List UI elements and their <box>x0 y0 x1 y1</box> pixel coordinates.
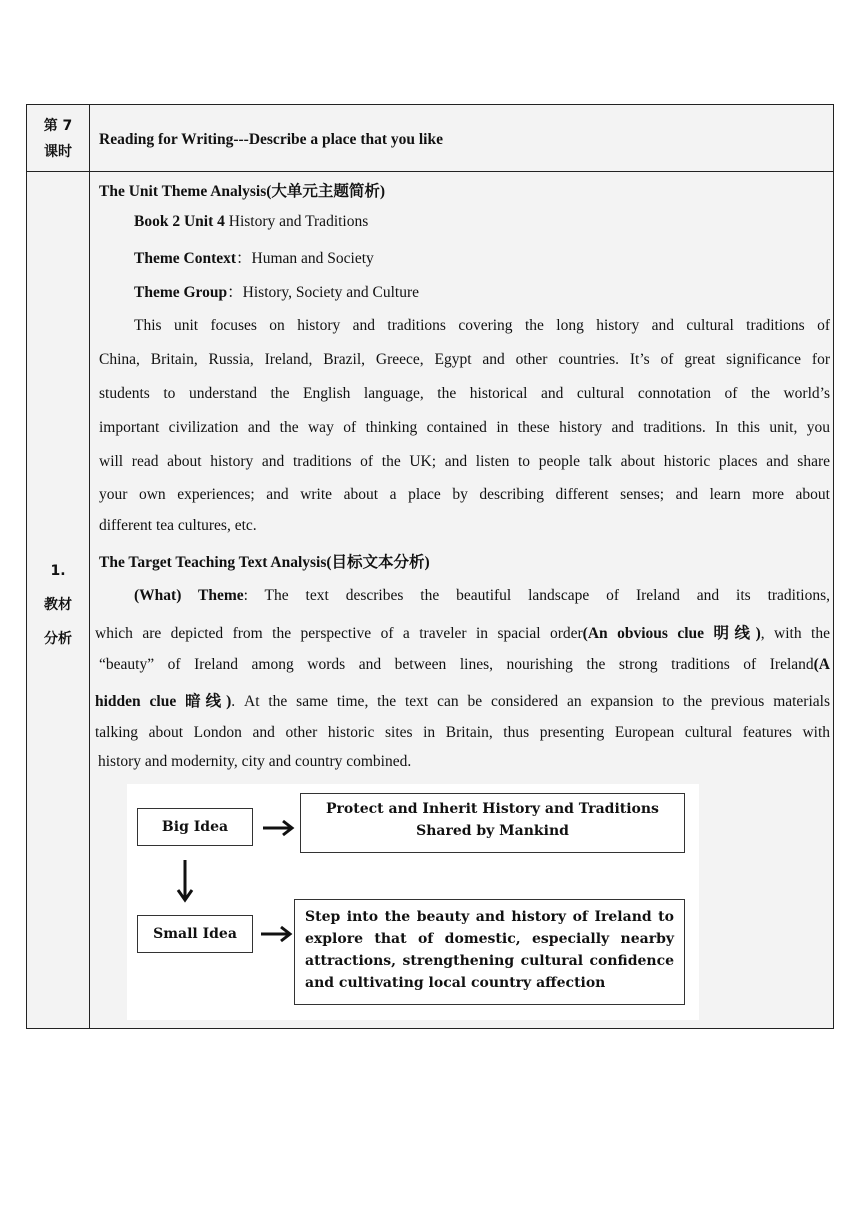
unit-paragraph-line-1: This unit focuses on history and traditions covering the long history and cultural traditions of <box>134 317 830 334</box>
book-value: History and Traditions <box>224 213 369 230</box>
small-idea-text-line-3: attractions, strengthening cultural confidence <box>305 953 674 969</box>
right-arrow-icon <box>261 818 297 838</box>
small-idea-box <box>137 915 253 953</box>
unit-paragraph-line-3: students to understand the English language, the historical and cultural connotation of the world’s <box>99 385 830 402</box>
theme-context-value: ：Human and Society <box>236 250 374 267</box>
section-label-line2: 分析 <box>44 631 72 647</box>
big-idea-box <box>137 808 253 846</box>
lesson-title: Reading for Writing---Describe a place that you like <box>99 131 443 148</box>
small-idea-text-line-1: Step into the beauty and history of Ireland to <box>305 909 674 925</box>
section-label <box>27 554 89 656</box>
analysis-content-cell <box>90 172 834 1029</box>
analysis-content <box>90 172 833 1028</box>
period-unit: 课时 <box>44 144 72 160</box>
theme-group-value: ：History, Society and Culture <box>227 284 420 301</box>
unit-paragraph-line-5: will read about history and traditions of the UK; and listen to people talk about historic places and share <box>99 453 830 470</box>
big-idea-text-line-2: Shared by Mankind <box>416 823 569 839</box>
section-label-line1: 教材 <box>44 597 72 613</box>
idea-diagram <box>127 784 699 1020</box>
analysis-row <box>27 172 834 1029</box>
text-analysis-line-2: which are depicted from the perspective of a traveler in spacial order(An obvious clue 明线), with the <box>95 625 830 642</box>
what-theme-label: (What) Theme <box>134 587 244 604</box>
text-analysis-line-3: “beauty” of Ireland among words and between lines, nourishing the strong traditions of Ireland(A <box>99 656 830 673</box>
hidden-clue: hidden clue 暗线) <box>95 693 232 710</box>
book-line <box>134 213 368 231</box>
header-row <box>27 105 834 172</box>
down-arrow-icon <box>175 858 195 906</box>
big-idea-label: Big Idea <box>161 819 229 835</box>
section-label-cell <box>27 172 90 1029</box>
theme-group-line <box>134 280 419 302</box>
small-idea-text-line-2: explore that of domestic, especially nearby <box>305 931 674 947</box>
small-idea-text-box <box>294 899 685 1005</box>
unit-analysis-heading: The Unit Theme Analysis(大单元主题简析) <box>99 183 386 200</box>
text-analysis-line-6: history and modernity, city and country combined. <box>98 753 412 770</box>
text-analysis-line-5: talking about London and other historic sites in Britain, thus presenting European cultural features with <box>95 724 830 741</box>
unit-paragraph-line-4: important civilization and the way of thinking contained in these history and traditions. In this unit, you <box>99 419 830 436</box>
section-number: 1. <box>50 563 66 579</box>
unit-paragraph-line-2: China, Britain, Russia, Ireland, Brazil, Greece, Egypt and other countries. It’s of great significance for <box>99 351 830 368</box>
big-idea-text-box <box>300 793 685 853</box>
lesson-plan-table <box>26 104 834 1029</box>
period-number: 第 7 <box>43 118 73 134</box>
book-label: Book 2 Unit 4 <box>134 213 225 230</box>
text-analysis-line-4: hidden clue 暗线). At the same time, the text can be considered an expansion to the previous materials <box>95 693 830 710</box>
text-analysis-heading: The Target Teaching Text Analysis(目标文本分析) <box>99 554 430 571</box>
theme-context-line <box>134 246 374 268</box>
lesson-title-cell <box>90 105 834 172</box>
period-cell <box>27 105 90 172</box>
unit-paragraph-line-7: different tea cultures, etc. <box>99 517 257 534</box>
right-arrow-icon <box>259 924 295 944</box>
theme-context-label: Theme Context <box>134 250 237 267</box>
big-idea-text-line-1: Protect and Inherit History and Traditions <box>326 801 659 817</box>
unit-paragraph-line-6: your own experiences; and write about a place by describing different senses; and learn more about <box>99 486 830 503</box>
obvious-clue: (An obvious clue 明线) <box>582 625 761 642</box>
small-idea-text-line-4: and cultivating local country affection <box>305 975 606 991</box>
text-analysis-line-1: (What) Theme: The text describes the beautiful landscape of Ireland and its traditions, <box>134 587 830 604</box>
small-idea-label: Small Idea <box>153 926 237 942</box>
theme-group-label: Theme Group <box>134 284 228 301</box>
